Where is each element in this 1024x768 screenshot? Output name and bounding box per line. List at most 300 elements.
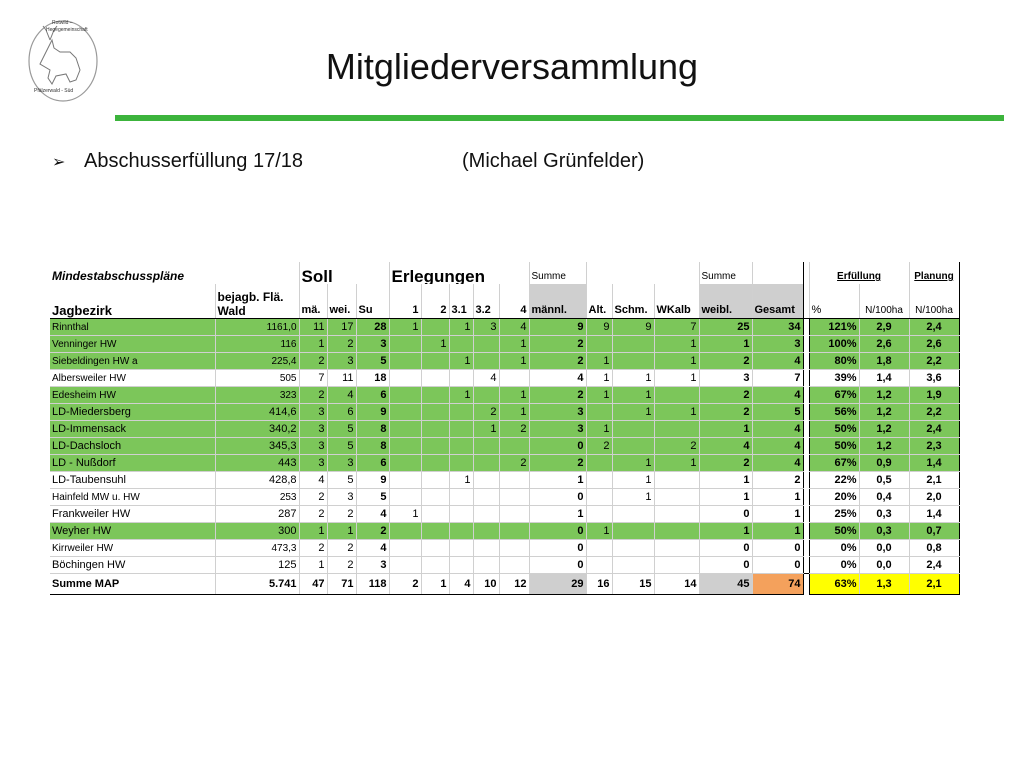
row-name: Albersweiler HW — [50, 370, 215, 387]
row-n100-ist: 2,6 — [859, 336, 909, 353]
header-weibl: weibl. — [699, 284, 752, 319]
row-alt — [586, 472, 612, 489]
row-area: 225,4 — [215, 353, 299, 370]
sum-schm: 15 — [612, 574, 654, 595]
row-c1 — [389, 523, 421, 540]
row-wkalb: 7 — [654, 319, 699, 336]
row-mae: 7 — [299, 370, 327, 387]
row-weibl: 1 — [699, 489, 752, 506]
row-maennl: 0 — [529, 540, 586, 557]
row-weibl: 1 — [699, 421, 752, 438]
row-wei: 6 — [327, 404, 356, 421]
row-su: 9 — [356, 472, 389, 489]
row-schm: 1 — [612, 387, 654, 404]
row-weibl: 0 — [699, 540, 752, 557]
row-weibl: 0 — [699, 557, 752, 574]
row-name: Kirrweiler HW — [50, 540, 215, 557]
row-alt — [586, 336, 612, 353]
row-pct: 0% — [809, 557, 859, 574]
header-wei: wei. — [327, 284, 356, 319]
row-n100-ist: 1,2 — [859, 438, 909, 455]
row-pct: 56% — [809, 404, 859, 421]
row-wkalb: 1 — [654, 336, 699, 353]
header-soll: Soll — [299, 262, 389, 284]
row-c2 — [421, 421, 449, 438]
header-gesamt: Gesamt — [752, 284, 803, 319]
row-alt — [586, 557, 612, 574]
row-maennl: 3 — [529, 404, 586, 421]
row-c2 — [421, 404, 449, 421]
row-name: Hainfeld MW u. HW — [50, 489, 215, 506]
row-maennl: 0 — [529, 523, 586, 540]
row-c31 — [449, 523, 473, 540]
row-c2: 1 — [421, 336, 449, 353]
row-weibl: 3 — [699, 370, 752, 387]
row-c2 — [421, 523, 449, 540]
row-pct: 67% — [809, 387, 859, 404]
row-n100-ist: 1,8 — [859, 353, 909, 370]
row-c32 — [473, 523, 499, 540]
subheading-author: (Michael Grünfelder) — [462, 150, 645, 172]
row-su: 9 — [356, 404, 389, 421]
row-n100-ist: 1,2 — [859, 387, 909, 404]
row-gesamt: 4 — [752, 387, 803, 404]
row-mae: 2 — [299, 387, 327, 404]
row-weibl: 1 — [699, 523, 752, 540]
row-pct: 80% — [809, 353, 859, 370]
header-flaeche: bejagb. Flä. Wald — [215, 284, 299, 319]
logo-line1: Rotwild – — [52, 20, 73, 26]
row-alt: 1 — [586, 387, 612, 404]
row-su: 4 — [356, 540, 389, 557]
row-c4: 1 — [499, 353, 529, 370]
row-area: 125 — [215, 557, 299, 574]
sum-c4: 12 — [499, 574, 529, 595]
row-c31 — [449, 557, 473, 574]
row-c2 — [421, 489, 449, 506]
row-n100-ist: 1,2 — [859, 421, 909, 438]
row-su: 2 — [356, 523, 389, 540]
row-c32 — [473, 438, 499, 455]
row-maennl: 2 — [529, 336, 586, 353]
abschuss-table — [50, 262, 960, 595]
row-area: 253 — [215, 489, 299, 506]
row-wei: 5 — [327, 421, 356, 438]
page-title: Mitgliederversammlung — [325, 46, 699, 87]
row-gesamt: 4 — [752, 438, 803, 455]
row-n100-plan: 2,1 — [909, 472, 959, 489]
row-weibl: 2 — [699, 353, 752, 370]
table-row — [50, 523, 959, 540]
header-jagdbezirk: Jagbezirk — [50, 284, 215, 319]
row-mae: 11 — [299, 319, 327, 336]
sum-c1: 2 — [389, 574, 421, 595]
row-pct: 22% — [809, 472, 859, 489]
row-c2 — [421, 557, 449, 574]
row-c2 — [421, 319, 449, 336]
row-gesamt: 0 — [752, 540, 803, 557]
row-gesamt: 0 — [752, 557, 803, 574]
row-n100-plan: 2,0 — [909, 489, 959, 506]
row-c31 — [449, 455, 473, 472]
title-divider — [115, 115, 1004, 121]
row-alt — [586, 489, 612, 506]
row-n100-plan: 1,4 — [909, 455, 959, 472]
row-c4 — [499, 472, 529, 489]
row-alt — [586, 455, 612, 472]
header-maennl: männl. — [529, 284, 586, 319]
row-c4 — [499, 489, 529, 506]
row-maennl: 0 — [529, 438, 586, 455]
header-c31: 3.1 — [449, 284, 473, 319]
row-c4 — [499, 438, 529, 455]
row-area: 1161,0 — [215, 319, 299, 336]
row-c4: 1 — [499, 336, 529, 353]
sum-n100-plan: 2,1 — [909, 574, 959, 595]
row-schm — [612, 557, 654, 574]
row-schm: 1 — [612, 370, 654, 387]
row-alt: 1 — [586, 523, 612, 540]
row-weibl: 4 — [699, 438, 752, 455]
row-c31 — [449, 336, 473, 353]
row-su: 4 — [356, 506, 389, 523]
row-wkalb — [654, 523, 699, 540]
row-alt: 9 — [586, 319, 612, 336]
row-c1 — [389, 557, 421, 574]
row-wei: 5 — [327, 438, 356, 455]
row-area: 116 — [215, 336, 299, 353]
row-n100-plan: 3,6 — [909, 370, 959, 387]
row-maennl: 2 — [529, 353, 586, 370]
row-wkalb: 1 — [654, 353, 699, 370]
row-mae: 1 — [299, 557, 327, 574]
row-c1: 1 — [389, 319, 421, 336]
sum-wei: 71 — [327, 574, 356, 595]
row-schm: 9 — [612, 319, 654, 336]
row-schm — [612, 421, 654, 438]
row-name: Venninger HW — [50, 336, 215, 353]
row-n100-ist: 1,4 — [859, 370, 909, 387]
row-gesamt: 2 — [752, 472, 803, 489]
row-mae: 3 — [299, 455, 327, 472]
row-wei: 2 — [327, 336, 356, 353]
row-weibl: 0 — [699, 506, 752, 523]
row-schm — [612, 438, 654, 455]
row-n100-ist: 0,3 — [859, 506, 909, 523]
row-wkalb — [654, 557, 699, 574]
row-mae: 2 — [299, 540, 327, 557]
row-c2 — [421, 353, 449, 370]
row-name: LD-Miedersberg — [50, 404, 215, 421]
row-c1 — [389, 438, 421, 455]
row-su: 5 — [356, 353, 389, 370]
row-gesamt: 7 — [752, 370, 803, 387]
row-wkalb — [654, 506, 699, 523]
row-c32 — [473, 540, 499, 557]
row-n100-ist: 0,4 — [859, 489, 909, 506]
row-n100-plan: 2,4 — [909, 421, 959, 438]
row-c32: 1 — [473, 421, 499, 438]
row-su: 8 — [356, 438, 389, 455]
row-schm — [612, 540, 654, 557]
row-area: 287 — [215, 506, 299, 523]
row-area: 428,8 — [215, 472, 299, 489]
sum-c2: 1 — [421, 574, 449, 595]
row-mae: 2 — [299, 489, 327, 506]
logo-line3: Pfälzerwald - Süd — [34, 88, 74, 94]
row-wkalb: 2 — [654, 438, 699, 455]
row-pct: 100% — [809, 336, 859, 353]
row-wkalb — [654, 421, 699, 438]
row-n100-ist: 0,9 — [859, 455, 909, 472]
row-alt: 2 — [586, 438, 612, 455]
row-wkalb: 1 — [654, 404, 699, 421]
row-weibl: 25 — [699, 319, 752, 336]
row-c31: 1 — [449, 319, 473, 336]
row-schm: 1 — [612, 404, 654, 421]
row-weibl: 1 — [699, 472, 752, 489]
row-c1 — [389, 387, 421, 404]
row-maennl: 2 — [529, 387, 586, 404]
row-gesamt: 1 — [752, 489, 803, 506]
row-c32 — [473, 472, 499, 489]
row-c32 — [473, 353, 499, 370]
row-n100-plan: 2,4 — [909, 319, 959, 336]
row-su: 28 — [356, 319, 389, 336]
row-schm — [612, 353, 654, 370]
row-su: 3 — [356, 336, 389, 353]
row-schm — [612, 523, 654, 540]
row-alt: 1 — [586, 421, 612, 438]
row-wei: 2 — [327, 506, 356, 523]
row-schm — [612, 336, 654, 353]
row-c1: 1 — [389, 506, 421, 523]
row-su: 5 — [356, 489, 389, 506]
row-c4 — [499, 557, 529, 574]
row-pct: 67% — [809, 455, 859, 472]
row-c32 — [473, 455, 499, 472]
row-c1 — [389, 455, 421, 472]
table-row — [50, 438, 959, 455]
row-c4 — [499, 540, 529, 557]
row-wkalb — [654, 387, 699, 404]
row-gesamt: 4 — [752, 353, 803, 370]
row-area: 323 — [215, 387, 299, 404]
row-c2 — [421, 387, 449, 404]
header-erfuellung: Erfüllung — [809, 262, 909, 284]
row-su: 6 — [356, 455, 389, 472]
row-c4 — [499, 370, 529, 387]
row-c31 — [449, 506, 473, 523]
row-c32 — [473, 336, 499, 353]
row-mae: 2 — [299, 506, 327, 523]
row-gesamt: 34 — [752, 319, 803, 336]
row-schm — [612, 506, 654, 523]
row-n100-plan: 0,8 — [909, 540, 959, 557]
sum-mae: 47 — [299, 574, 327, 595]
header-mindest: Mindestabschusspläne — [50, 262, 299, 284]
row-c2 — [421, 540, 449, 557]
header-c1: 1 — [389, 284, 421, 319]
row-weibl: 2 — [699, 455, 752, 472]
header-c2: 2 — [421, 284, 449, 319]
row-n100-ist: 0,0 — [859, 540, 909, 557]
header-mae: mä. — [299, 284, 327, 319]
row-alt — [586, 506, 612, 523]
sum-c31: 4 — [449, 574, 473, 595]
row-pct: 50% — [809, 421, 859, 438]
table-row — [50, 540, 959, 557]
row-weibl: 1 — [699, 336, 752, 353]
row-c1 — [389, 489, 421, 506]
row-n100-plan: 2,4 — [909, 557, 959, 574]
row-n100-plan: 2,2 — [909, 404, 959, 421]
row-area: 300 — [215, 523, 299, 540]
header-c4: 4 — [499, 284, 529, 319]
row-weibl: 2 — [699, 387, 752, 404]
sum-n100-ist: 1,3 — [859, 574, 909, 595]
row-n100-ist: 2,9 — [859, 319, 909, 336]
row-c31 — [449, 540, 473, 557]
row-c1 — [389, 540, 421, 557]
row-n100-ist: 0,3 — [859, 523, 909, 540]
row-c4: 2 — [499, 421, 529, 438]
row-mae: 4 — [299, 472, 327, 489]
row-wkalb: 1 — [654, 370, 699, 387]
row-pct: 50% — [809, 523, 859, 540]
row-pct: 39% — [809, 370, 859, 387]
logo-line2: Hegegemeinschaft — [46, 27, 88, 33]
row-mae: 3 — [299, 438, 327, 455]
row-alt: 1 — [586, 370, 612, 387]
row-name: Edesheim HW — [50, 387, 215, 404]
row-su: 8 — [356, 421, 389, 438]
row-c1 — [389, 404, 421, 421]
row-wei: 2 — [327, 540, 356, 557]
sum-gesamt: 74 — [752, 574, 803, 595]
subheading-text: Abschusserfüllung 17/18 — [84, 150, 304, 172]
row-alt: 1 — [586, 353, 612, 370]
row-weibl: 2 — [699, 404, 752, 421]
row-c1 — [389, 353, 421, 370]
row-c31: 1 — [449, 353, 473, 370]
table-row — [50, 472, 959, 489]
row-c4 — [499, 523, 529, 540]
row-area: 505 — [215, 370, 299, 387]
header-wkalb: WKalb — [654, 284, 699, 319]
table-row — [50, 353, 959, 370]
row-gesamt: 1 — [752, 523, 803, 540]
row-wei: 2 — [327, 557, 356, 574]
header-n100-ist: N/100ha — [859, 284, 909, 319]
row-wei: 3 — [327, 489, 356, 506]
header-pct: % — [809, 284, 859, 319]
table-row — [50, 455, 959, 472]
row-n100-plan: 1,9 — [909, 387, 959, 404]
row-gesamt: 4 — [752, 421, 803, 438]
row-gesamt: 1 — [752, 506, 803, 523]
row-c31 — [449, 404, 473, 421]
summary-row — [50, 574, 959, 595]
row-maennl: 0 — [529, 489, 586, 506]
row-area: 473,3 — [215, 540, 299, 557]
row-n100-plan: 2,3 — [909, 438, 959, 455]
row-c4: 1 — [499, 387, 529, 404]
row-n100-plan: 2,2 — [909, 353, 959, 370]
row-su: 3 — [356, 557, 389, 574]
header-erlegungen: Erlegungen — [389, 262, 529, 284]
row-c2 — [421, 506, 449, 523]
table-row — [50, 370, 959, 387]
row-n100-ist: 1,2 — [859, 404, 909, 421]
row-c1 — [389, 421, 421, 438]
header-summe-maennl: Summe — [529, 262, 586, 284]
row-c32 — [473, 489, 499, 506]
table-row — [50, 489, 959, 506]
row-gesamt: 3 — [752, 336, 803, 353]
row-gesamt: 5 — [752, 404, 803, 421]
row-name: Rinnthal — [50, 319, 215, 336]
row-c4 — [499, 506, 529, 523]
header-planung: Planung — [909, 262, 959, 284]
row-c31: 1 — [449, 472, 473, 489]
row-n100-plan: 2,6 — [909, 336, 959, 353]
row-pct: 50% — [809, 438, 859, 455]
row-c2 — [421, 472, 449, 489]
row-maennl: 2 — [529, 455, 586, 472]
sum-c32: 10 — [473, 574, 499, 595]
table-row — [50, 387, 959, 404]
row-maennl: 0 — [529, 557, 586, 574]
header-summe-weibl: Summe — [699, 262, 752, 284]
row-area: 443 — [215, 455, 299, 472]
row-maennl: 9 — [529, 319, 586, 336]
row-wei: 17 — [327, 319, 356, 336]
sum-maennl: 29 — [529, 574, 586, 595]
row-gesamt: 4 — [752, 455, 803, 472]
row-mae: 1 — [299, 523, 327, 540]
row-c32 — [473, 506, 499, 523]
table-row — [50, 421, 959, 438]
row-c4: 1 — [499, 404, 529, 421]
table-row — [50, 319, 959, 336]
row-schm: 1 — [612, 472, 654, 489]
row-maennl: 4 — [529, 370, 586, 387]
row-c31 — [449, 489, 473, 506]
row-c1 — [389, 472, 421, 489]
row-schm: 1 — [612, 489, 654, 506]
sum-alt: 16 — [586, 574, 612, 595]
row-area: 414,6 — [215, 404, 299, 421]
row-c2 — [421, 370, 449, 387]
sum-pct: 63% — [809, 574, 859, 595]
header-n100-plan: N/100ha — [909, 284, 959, 319]
row-name: LD - Nußdorf — [50, 455, 215, 472]
header-c32: 3.2 — [473, 284, 499, 319]
row-pct: 20% — [809, 489, 859, 506]
row-c32 — [473, 557, 499, 574]
row-n100-ist: 0,0 — [859, 557, 909, 574]
sum-name: Summe MAP — [50, 574, 215, 595]
sum-wkalb: 14 — [654, 574, 699, 595]
row-pct: 25% — [809, 506, 859, 523]
row-c1 — [389, 370, 421, 387]
row-wkalb — [654, 472, 699, 489]
row-name: Frankweiler HW — [50, 506, 215, 523]
row-wkalb — [654, 540, 699, 557]
row-n100-plan: 0,7 — [909, 523, 959, 540]
row-mae: 3 — [299, 404, 327, 421]
